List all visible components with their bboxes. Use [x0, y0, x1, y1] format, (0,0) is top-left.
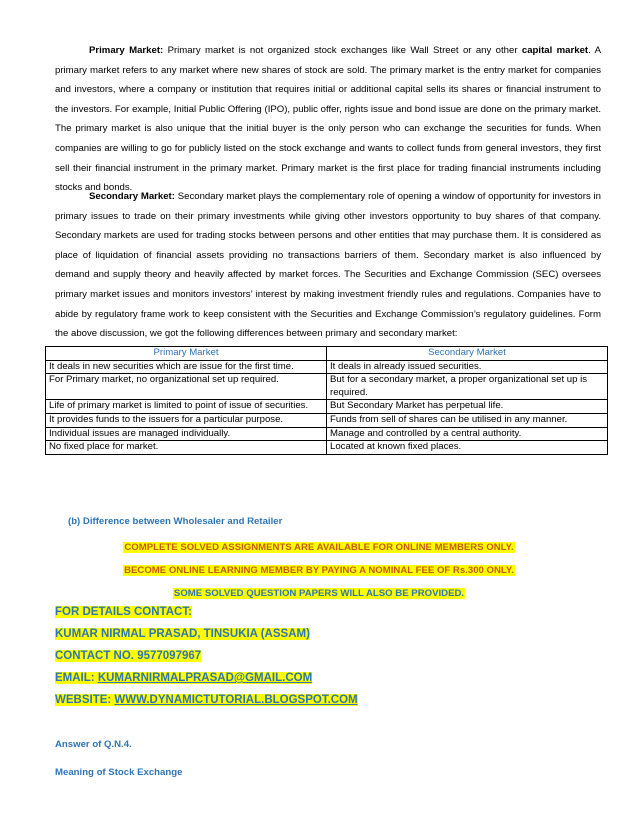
- table-cell: Individual issues are managed individually.: [46, 427, 327, 441]
- table-row: [46, 441, 608, 455]
- table-cell: It deals in already issued securities.: [327, 360, 608, 374]
- section-b-heading: (b) Difference between Wholesaler and Retailer: [68, 516, 283, 527]
- table-header-row: [46, 347, 608, 361]
- table-cell: For Primary market, no organizational set up required.: [46, 374, 327, 400]
- promo-text-3: SOME SOLVED QUESTION PAPERS WILL ALSO BE PROVIDED.: [173, 588, 465, 599]
- table-cell: Manage and controlled by a central authority.: [327, 427, 608, 441]
- table-cell: But for a secondary market, a proper organizational set up is required.: [327, 374, 608, 400]
- table-cell: Life of primary market is limited to point of issue of securities.: [46, 400, 327, 414]
- comparison-table: [45, 346, 608, 455]
- promo-text-2: BECOME ONLINE LEARNING MEMBER BY PAYING A NOMINAL FEE OF Rs.300 ONLY.: [124, 565, 514, 576]
- table-cell: It provides funds to the issuers for a particular purpose.: [46, 413, 327, 427]
- contact-phone: CONTACT NO. 9577097967: [55, 650, 202, 662]
- primary-market-text-b: . A primary market refers to any market where new shares of stock are sold. The primary market is the entry market for companies and investors, where a company or institution that requires initial or additional capital sells its shares or financial instrument to the investors. For example, Initial Public Offering (IPO), public offer, rights issue and bond issue are done on the primary market. The primary market is also unique that the initial buyer is the only person who can exchange the securities for funds. When companies are willing to go for publicly listed on the stock exchange and wants to collect funds from general investors, they first sell their financial instrument in the primary market. Primary market is the first place for trading financial instruments including stocks and bonds.: [55, 45, 601, 194]
- email-link[interactable]: KUMARNIRMALPRASAD@GMAIL.COM: [97, 672, 313, 684]
- email-label: EMAIL:: [55, 672, 98, 684]
- table-cell: It deals in new securities which are issue for the first time.: [46, 360, 327, 374]
- contact-website: [55, 694, 358, 706]
- column-header-primary: Primary Market: [46, 347, 327, 361]
- secondary-market-paragraph: [55, 187, 601, 344]
- website-link[interactable]: WWW.DYNAMICTUTORIAL.BLOGSPOT.COM: [114, 694, 358, 706]
- primary-market-title: Primary Market:: [89, 45, 164, 56]
- capital-market-term: capital market: [521, 45, 589, 56]
- contact-heading: FOR DETAILS CONTACT:: [55, 606, 192, 618]
- table-cell: Located at known fixed places.: [327, 441, 608, 455]
- secondary-market-text: Secondary market plays the complementary role of opening a window of opportunity for investors in primary issues to trade on their primary investments while giving other investors opportunity to buy shares of that company. Secondary markets are used for trading stocks between persons and other entities that may purchase them. It is considered as place of liquidation of financial assets providing no transactions barriers of them. Secondary market is also influenced by demand and supply theory and heavily affected by market forces. The Securities and Exchange Commission (SEC) oversees primary market issues and monitors investors’ interest by making investment friendly rules and regulations. Companies have to abide by regulatory frame work to keep consistent with the Securities and Exchange Commission’s regulatory guidelines. Form the above discussion, we got the following differences between primary and secondary market:: [55, 191, 601, 340]
- secondary-market-title: Secondary Market:: [89, 191, 175, 202]
- primary-market-text-a: Primary market is not organized stock exchanges like Wall Street or any other: [163, 45, 522, 56]
- website-label: WEBSITE:: [55, 694, 115, 706]
- meaning-heading: Meaning of Stock Exchange: [55, 767, 183, 778]
- contact-email: [55, 672, 312, 684]
- table-cell: Funds from sell of shares can be utilised in any manner.: [327, 413, 608, 427]
- table-row: [46, 400, 608, 414]
- answer-heading: Answer of Q.N.4.: [55, 739, 132, 750]
- table-row: [46, 360, 608, 374]
- table-row: [46, 427, 608, 441]
- promo-line-2: [0, 565, 638, 576]
- contact-name: KUMAR NIRMAL PRASAD, TINSUKIA (ASSAM): [55, 628, 310, 640]
- table-row: [46, 413, 608, 427]
- promo-line-1: [0, 542, 638, 553]
- primary-market-paragraph: [55, 41, 601, 198]
- table-cell: No fixed place for market.: [46, 441, 327, 455]
- promo-line-3: [0, 588, 638, 599]
- table-row: [46, 374, 608, 400]
- table-cell: But Secondary Market has perpetual life.: [327, 400, 608, 414]
- column-header-secondary: Secondary Market: [327, 347, 608, 361]
- promo-text-1: COMPLETE SOLVED ASSIGNMENTS ARE AVAILABLE FOR ONLINE MEMBERS ONLY.: [124, 542, 514, 553]
